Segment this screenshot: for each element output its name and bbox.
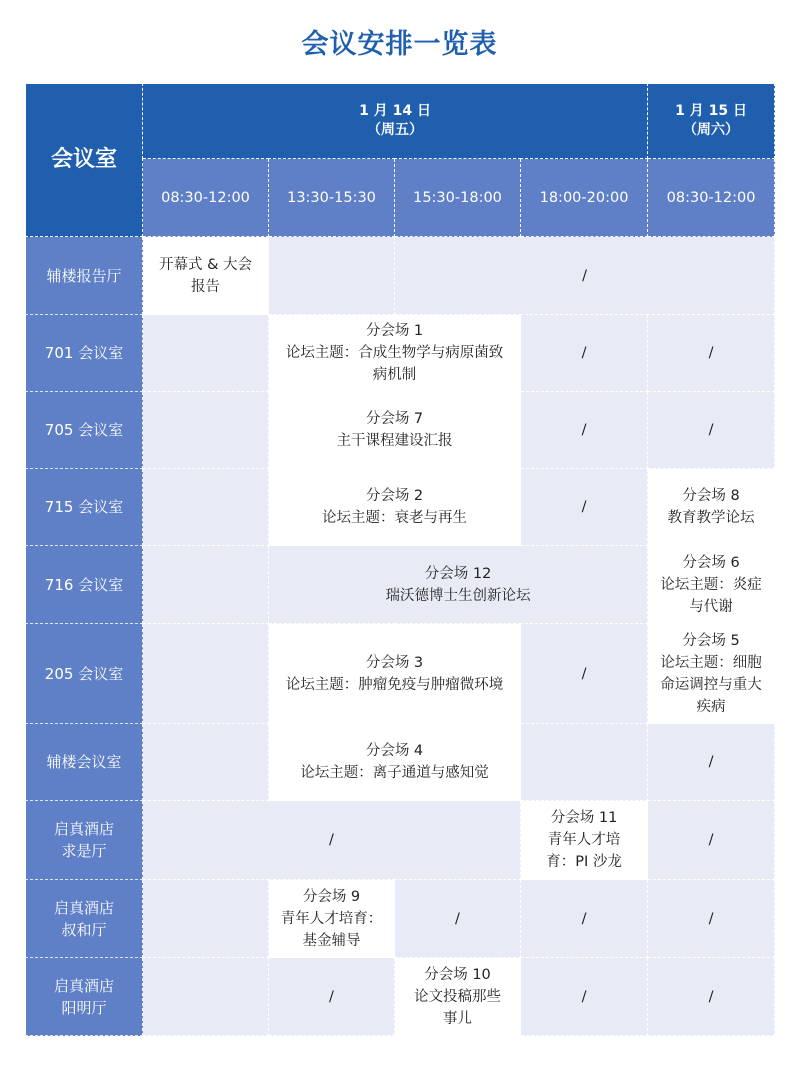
- session-cell: [648, 469, 775, 546]
- session-name: 分会场 3: [365, 654, 424, 671]
- room-name-line1: 启真酒店: [53, 820, 114, 838]
- session-topic: 青年人才培育：PI 沙龙: [546, 832, 622, 870]
- room-name: 205 会议室: [26, 624, 143, 724]
- empty-cell: [143, 880, 269, 958]
- session-name: 分会场 2: [365, 488, 424, 504]
- table-row: [26, 469, 775, 546]
- room-name: [26, 801, 143, 880]
- session-name: 分会场 4: [365, 743, 424, 759]
- time-slot: 18:00-20:00: [521, 159, 648, 237]
- session-cell: [269, 315, 521, 392]
- time-slot: 08:30-12:00: [143, 159, 269, 237]
- session-topic: 论文投稿那些事儿: [414, 988, 501, 1027]
- room-name: 辅楼会议室: [26, 724, 143, 801]
- session-name: 分会场 10: [424, 966, 491, 983]
- time-slot: 15:30-18:00: [395, 159, 521, 237]
- empty-cell: [143, 392, 269, 469]
- slash-cell: /: [395, 237, 775, 315]
- slash-cell: /: [648, 958, 775, 1036]
- day1-date: 1 月 14 日: [359, 103, 431, 119]
- slash-cell: /: [648, 315, 775, 392]
- day2-weekday: （周六）: [683, 122, 740, 138]
- session-name: 分会场 1: [365, 323, 424, 339]
- table-row: [26, 801, 775, 880]
- session-cell: [269, 392, 521, 469]
- slash-cell: /: [521, 315, 648, 392]
- day2-date: 1 月 15 日: [675, 103, 747, 119]
- time-slot: 08:30-12:00: [648, 159, 775, 237]
- slash-cell: /: [521, 469, 648, 546]
- room-name: 701 会议室: [26, 315, 143, 392]
- empty-cell: [143, 469, 269, 546]
- slash-cell: /: [648, 880, 775, 958]
- page-title: 会议安排一览表: [301, 29, 498, 60]
- session-topic: 论坛主题：衰老与再生: [322, 510, 467, 526]
- slash-cell: /: [521, 958, 648, 1036]
- day1-header: [143, 84, 648, 159]
- slash-cell: /: [521, 392, 648, 469]
- session-cell: [648, 624, 775, 724]
- session-cell: [648, 546, 775, 624]
- slash-cell: /: [648, 392, 775, 469]
- table-row: [26, 958, 775, 1036]
- session-cell: [269, 624, 521, 724]
- table-row: [26, 392, 775, 469]
- slash-cell: /: [143, 801, 521, 880]
- slash-cell: /: [395, 880, 521, 958]
- slash-cell: /: [521, 624, 648, 724]
- slash-cell: /: [648, 801, 775, 880]
- table-row: [26, 724, 775, 801]
- room-name-line1: 启真酒店: [53, 898, 114, 917]
- room-name: 716 会议室: [26, 546, 143, 624]
- empty-cell: [143, 546, 269, 624]
- empty-cell: [269, 237, 395, 315]
- session-topic: 论坛主题：离子通道与感知觉: [300, 765, 489, 781]
- day1-weekday: （周五）: [367, 122, 424, 138]
- table-row: [26, 315, 775, 392]
- room-name: [26, 880, 143, 958]
- empty-cell: [143, 724, 269, 801]
- schedule-table: [25, 83, 775, 1036]
- session-topic: 论坛主题：细胞命运调控与重大疾病: [660, 654, 762, 715]
- slash-cell: /: [648, 724, 775, 801]
- room-name-line1: 启真酒店: [53, 976, 114, 995]
- slash-cell: /: [521, 880, 648, 958]
- session-cell: [269, 469, 521, 546]
- session-cell: [521, 801, 648, 880]
- room-name-line2: 求是厅: [61, 842, 107, 860]
- session-name: 分会场 7: [365, 411, 424, 427]
- session-cell: [269, 546, 648, 624]
- session-name: 分会场 8: [682, 488, 740, 504]
- session-topic: 主干课程建设汇报: [336, 433, 453, 449]
- empty-cell: [521, 724, 648, 801]
- session-name: 分会场 5: [682, 632, 740, 649]
- time-slot: 13:30-15:30: [269, 159, 395, 237]
- table-row: [26, 237, 775, 315]
- session-topic: 论坛主题：合成生物学与病原菌致病机制: [285, 345, 504, 383]
- session-cell: 开幕式 & 大会报告: [143, 237, 269, 315]
- session-topic: 论坛主题：肿瘤免疫与肿瘤微环境: [285, 676, 504, 693]
- day2-header: [648, 84, 775, 159]
- table-row: [26, 546, 775, 624]
- room-name: [26, 958, 143, 1036]
- room-name-line2: 阳明厅: [61, 998, 107, 1017]
- empty-cell: [143, 315, 269, 392]
- session-topic: 青年人才培育：基金辅导: [280, 910, 383, 949]
- empty-cell: [143, 958, 269, 1036]
- session-cell: [269, 724, 521, 801]
- session-name: 分会场 9: [302, 888, 361, 905]
- table-row: [26, 880, 775, 958]
- empty-cell: [143, 624, 269, 724]
- room-name: 705 会议室: [26, 392, 143, 469]
- table-row: [26, 624, 775, 724]
- room-name: 辅楼报告厅: [26, 237, 143, 315]
- room-name-line2: 叔和厅: [61, 920, 107, 939]
- session-cell: [395, 958, 521, 1036]
- session-name: 分会场 12: [424, 565, 492, 582]
- room-name: 715 会议室: [26, 469, 143, 546]
- header-date-row: [26, 84, 775, 159]
- session-name: 分会场 11: [550, 810, 618, 826]
- session-cell: [269, 880, 395, 958]
- session-topic: 教育教学论坛: [667, 510, 755, 526]
- session-name: 分会场 6: [682, 554, 740, 571]
- room-column-header: 会议室: [26, 84, 143, 237]
- session-topic: 瑞沃德博士生创新论坛: [385, 587, 531, 604]
- session-topic: 论坛主题：炎症与代谢: [660, 576, 762, 615]
- slash-cell: /: [269, 958, 395, 1036]
